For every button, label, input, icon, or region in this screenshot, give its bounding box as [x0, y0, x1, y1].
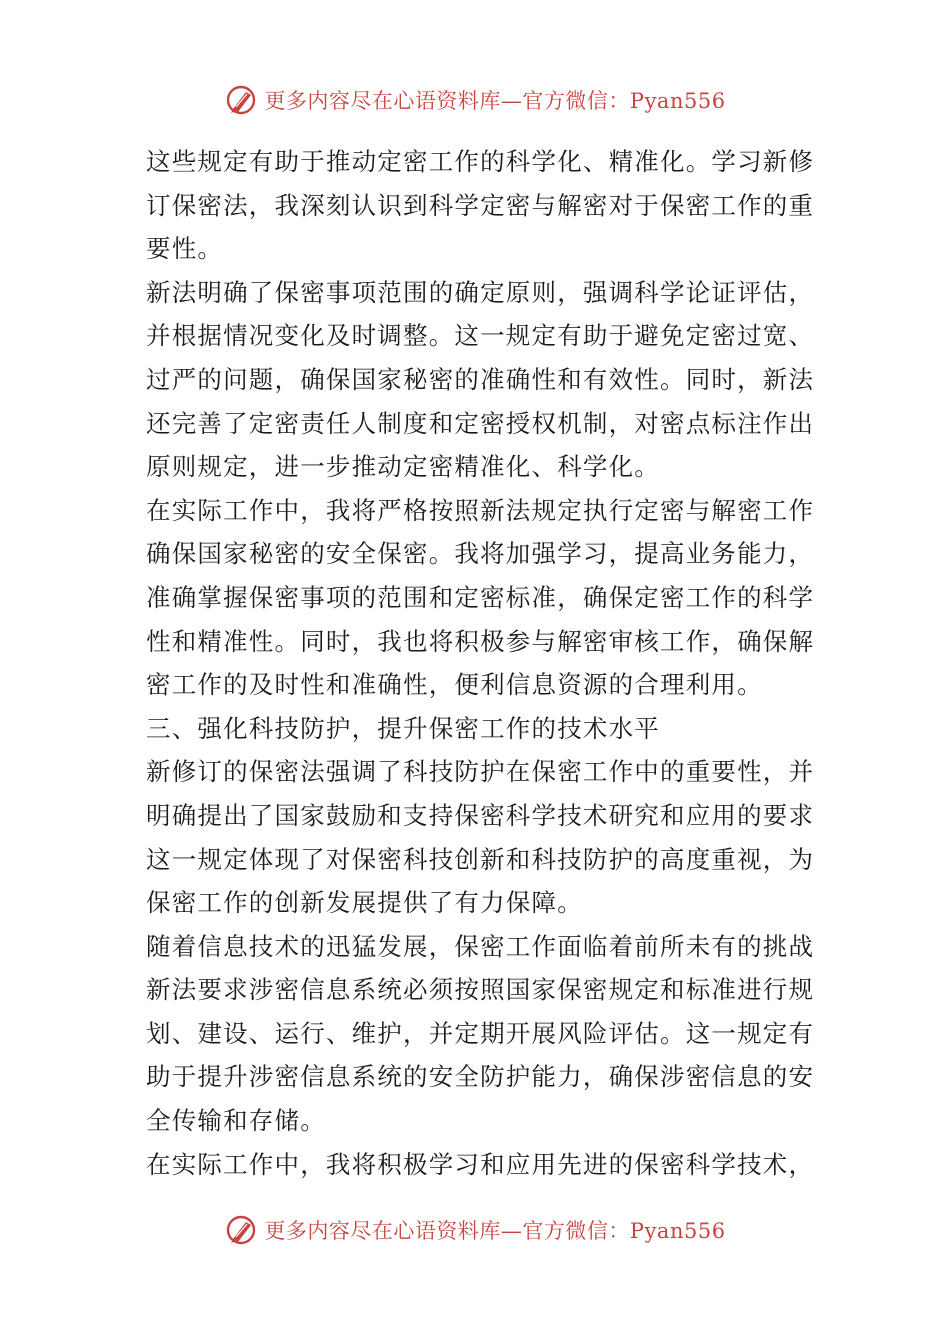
text-line: 订保密法，我深刻认识到科学定密与解密对于保密工作的重	[146, 190, 815, 220]
text-line: 新法明确了保密事项范围的确定原则，强调科学论证评估，	[146, 277, 815, 307]
text-line: 助于提升涉密信息系统的安全防护能力，确保涉密信息的安	[146, 1062, 815, 1092]
text-line: 划、建设、运行、维护，并定期开展风险评估。这一规定有	[146, 1018, 815, 1048]
text-line: 保密工作的创新发展提供了有力保障。	[146, 888, 583, 918]
text-line: 准确掌握保密事项的范围和定密标准，确保定密工作的科学	[146, 582, 815, 612]
footer-banner	[0, 1212, 950, 1248]
footer-banner-text: 更多内容尽在心语资料库—官方微信：Pyan556	[264, 1219, 726, 1243]
pen-nib-icon	[224, 82, 260, 118]
text-line: 确保国家秘密的安全保密。我将加强学习，提高业务能力，	[146, 539, 815, 569]
text-line: 过严的问题，确保国家秘密的准确性和有效性。同时，新法	[146, 364, 815, 394]
header-banner-text: 更多内容尽在心语资料库—官方微信：Pyan556	[264, 89, 726, 113]
pen-nib-icon	[224, 1212, 260, 1248]
text-line: 明确提出了国家鼓励和支持保密科学技术研究和应用的要求	[146, 800, 815, 830]
text-line: 全传输和存储。	[146, 1106, 326, 1136]
header-banner	[0, 82, 950, 118]
text-line: 并根据情况变化及时调整。这一规定有助于避免定密过宽、	[146, 321, 815, 351]
text-line: 新修订的保密法强调了科技防护在保密工作中的重要性，并	[146, 757, 815, 787]
text-line: 要性。	[146, 234, 224, 264]
text-line: 新法要求涉密信息系统必须按照国家保密规定和标准进行规	[146, 975, 815, 1005]
text-line: 这一规定体现了对保密科技创新和科技防护的高度重视，为	[146, 844, 815, 874]
text-line: 在实际工作中，我将积极学习和应用先进的保密科学技术，	[146, 1149, 815, 1179]
text-line: 性和精准性。同时，我也将积极参与解密审核工作，确保解	[146, 626, 815, 656]
section-heading: 三、强化科技防护，提升保密工作的技术水平	[146, 713, 660, 743]
text-line: 密工作的及时性和准确性，便利信息资源的合理利用。	[146, 670, 763, 700]
text-line: 随着信息技术的迅猛发展，保密工作面临着前所未有的挑战	[146, 931, 815, 961]
document-body	[146, 140, 815, 1186]
text-line: 这些规定有助于推动定密工作的科学化、精准化。学习新修	[146, 147, 815, 176]
text-line: 还完善了定密责任人制度和定密授权机制，对密点标注作出	[146, 408, 815, 438]
text-line: 在实际工作中，我将严格按照新法规定执行定密与解密工作	[146, 495, 815, 525]
text-line: 原则规定，进一步推动定密精准化、科学化。	[146, 452, 660, 482]
